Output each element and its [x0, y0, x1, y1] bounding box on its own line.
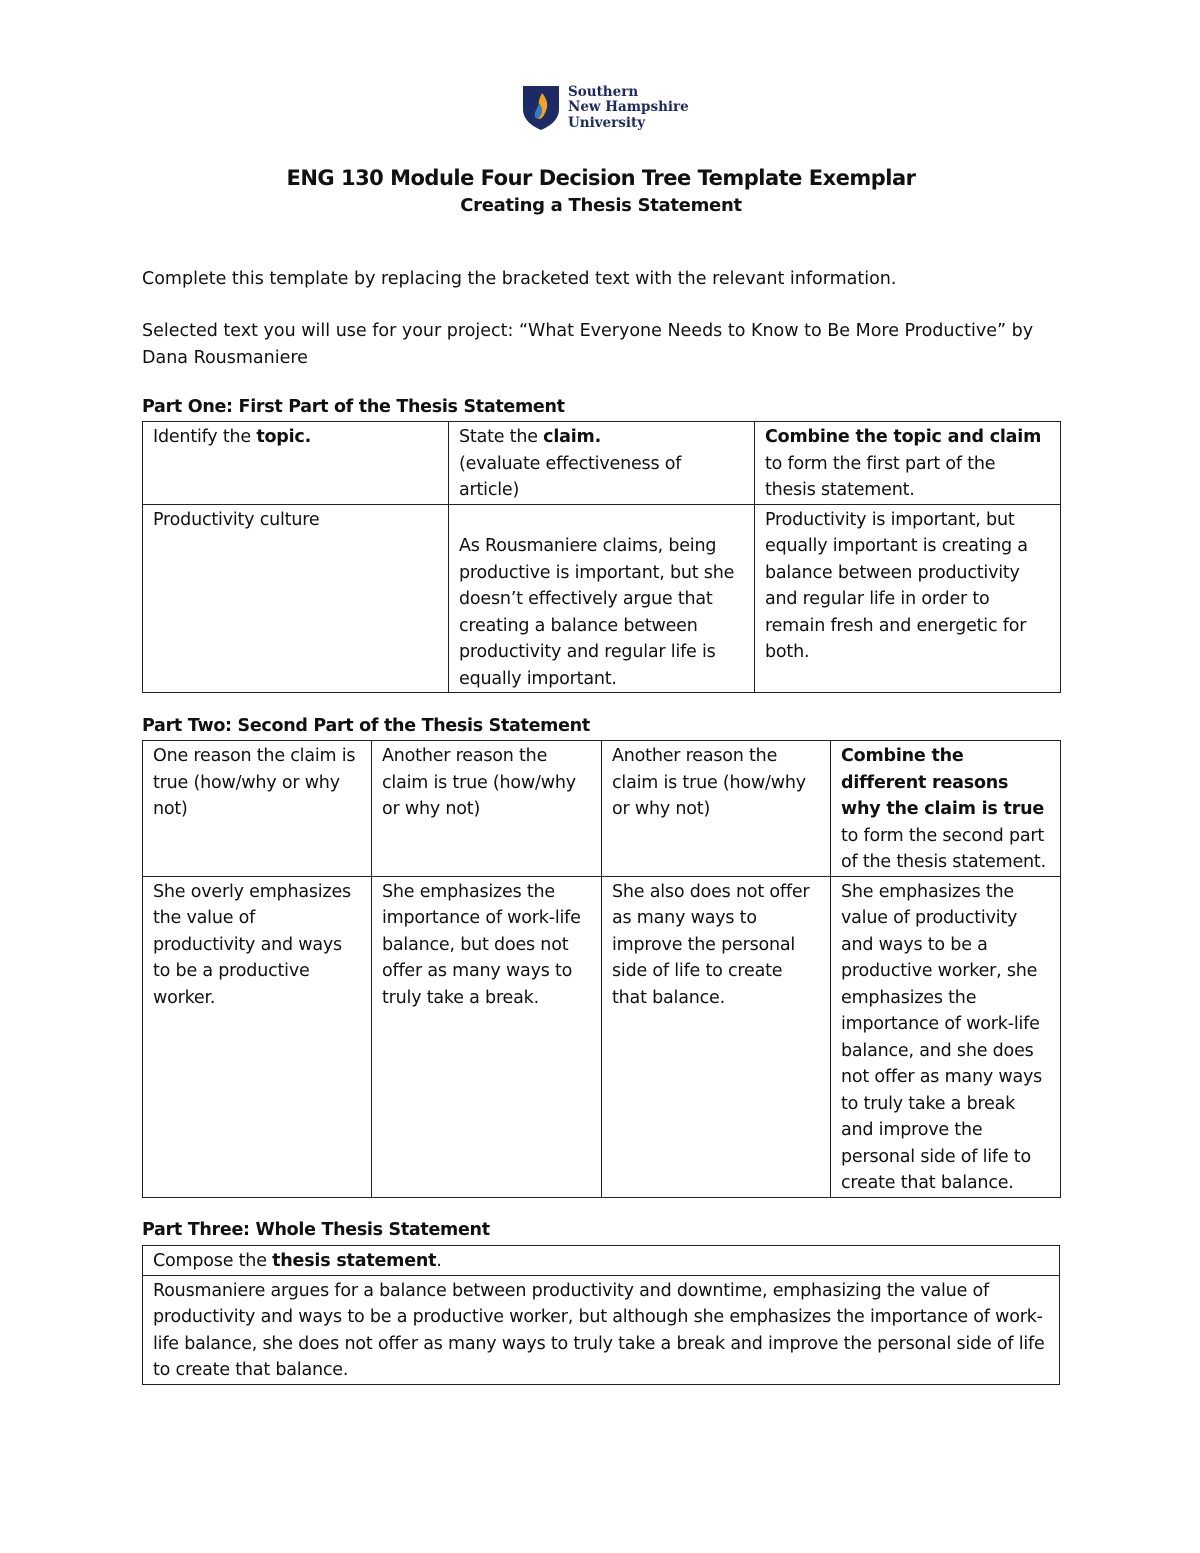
- shield-flame-icon: [522, 85, 560, 131]
- part-two-table: [142, 740, 1061, 1198]
- claim-cell: As Rousmaniere claims, being productive is important, but she doesn’t effectively argue that creating a balance between productivity and regular life is equally important.: [449, 504, 755, 693]
- table-header-row: [143, 422, 1061, 505]
- table-row: [143, 504, 1061, 693]
- claim-header-cell: State the claim. (evaluate effectiveness of article): [449, 422, 755, 505]
- instructions-text: Complete this template by replacing the bracketed text with the relevant information.: [142, 269, 897, 289]
- table-row: [143, 1275, 1060, 1384]
- thesis-header-cell: Compose the thesis statement.: [143, 1246, 1060, 1276]
- table-row: [143, 876, 1061, 1197]
- selected-text-line: Selected text you will use for your project: “What Everyone Needs to Know to Be More Productive” by Dana Rousmaniere: [142, 321, 1034, 368]
- reason1-cell: She overly emphasizes the value of productivity and ways to be a productive worker.: [143, 876, 372, 1197]
- university-logo: [522, 84, 689, 132]
- reason3-cell: She also does not offer as many ways to improve the personal side of life to create that balance.: [602, 876, 831, 1197]
- part-one-table: [142, 421, 1061, 693]
- logo-wordmark: Southern New Hampshire University: [568, 83, 689, 131]
- combine-header-cell: Combine the different reasons why the claim is true to form the second part of the thesis statement.: [831, 741, 1061, 877]
- topic-header-cell: Identify the topic.: [143, 422, 449, 505]
- reason2-cell: She emphasizes the importance of work-life balance, but does not offer as many ways to truly take a break.: [372, 876, 602, 1197]
- part-three-heading: Part Three: Whole Thesis Statement: [142, 1220, 490, 1240]
- reason3-header-cell: Another reason the claim is true (how/why or why not): [602, 741, 831, 877]
- combined-cell: She emphasizes the value of productivity and ways to be a productive worker, she emphasizes the importance of work-life balance, and she does not offer as many ways to truly take a break and improve the personal side of life to create that balance.: [831, 876, 1061, 1197]
- part-three-table: [142, 1245, 1060, 1385]
- combined-cell: Productivity is important, but equally important is creating a balance between productivity and regular life in order to remain fresh and energetic for both.: [755, 504, 1061, 693]
- table-header-row: [143, 741, 1061, 877]
- table-header-row: [143, 1246, 1060, 1276]
- part-two-heading: Part Two: Second Part of the Thesis Statement: [142, 716, 590, 736]
- document-title: ENG 130 Module Four Decision Tree Template Exemplar: [286, 166, 916, 190]
- combine-header-cell: Combine the topic and claim to form the first part of the thesis statement.: [755, 422, 1061, 505]
- topic-cell: Productivity culture: [143, 504, 449, 693]
- reason2-header-cell: Another reason the claim is true (how/why or why not): [372, 741, 602, 877]
- reason1-header-cell: One reason the claim is true (how/why or why not): [143, 741, 372, 877]
- document-subtitle: Creating a Thesis Statement: [460, 195, 742, 216]
- thesis-cell: Rousmaniere argues for a balance between productivity and downtime, emphasizing the value of productivity and ways to be a productive worker, but although she emphasizes the importance of work-life balance, she does not offer as many ways to truly take a break and improve the personal side of life to create that balance.: [143, 1275, 1060, 1384]
- part-one-heading: Part One: First Part of the Thesis Statement: [142, 397, 565, 417]
